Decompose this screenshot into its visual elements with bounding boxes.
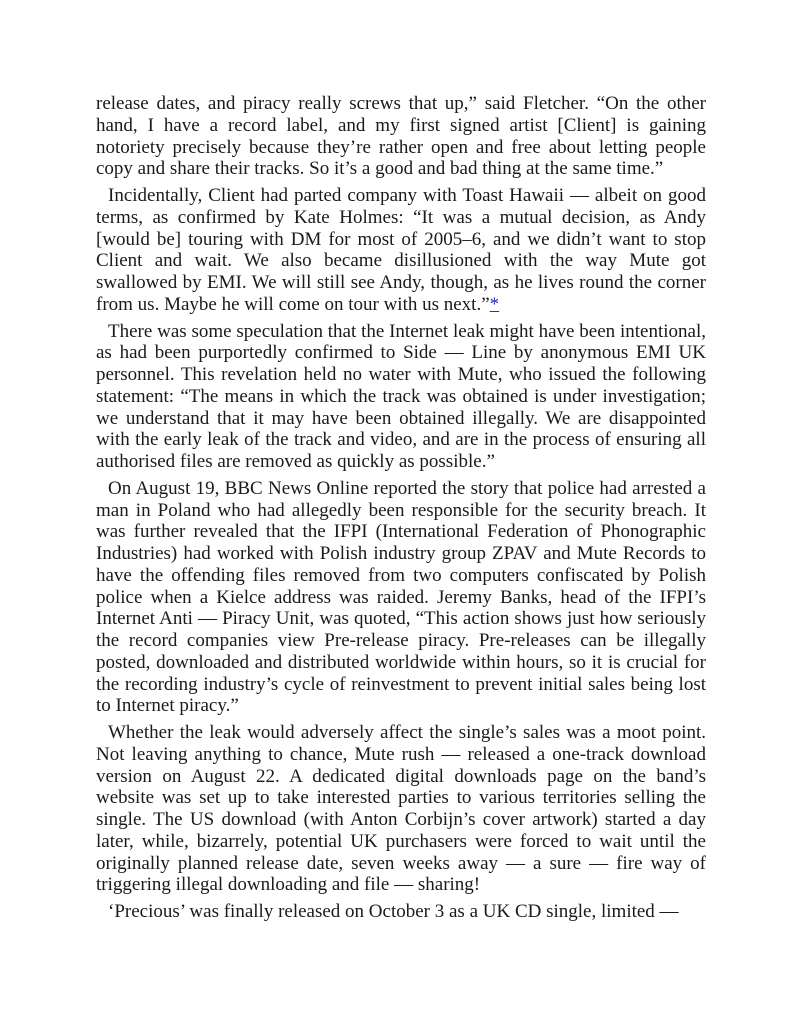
paragraph-client-toast-hawaii <box>96 185 706 316</box>
paragraph-text: Incidentally, Client had parted company with Toast Hawaii — albeit on good terms, as confirmed by Kate Holmes: “It was a mutual decision, as Andy [would be] touring with DM for most of 2005–6, and we didn’t want to stop Client and wait. We also became disillusioned with the way Mute got swallowed by EMI. We will still see Andy, though, as he lives round the corner from us. Maybe he will come on tour with us next.” <box>96 185 706 315</box>
paragraph-fletcher-quote <box>96 93 706 180</box>
paragraph-precious-release <box>96 901 706 923</box>
paragraph-text: release dates, and piracy really screws that up,” said Fletcher. “On the other hand, I have a record label, and my first signed artist [Client] is gaining notoriety precisely because they’re rather open and free about letting people copy and share their tracks. So it’s a good and bad thing at the same time.” <box>96 93 706 180</box>
footnote-link[interactable]: * <box>489 293 500 315</box>
paragraph-text: On August 19, BBC News Online reported the story that police had arrested a man in Poland who had allegedly been responsible for the security breach. It was further revealed that the IFPI (International Federation of Phonographic Industries) had worked with Polish industry group ZPAV and Mute Records to have the offending files removed from two computers confiscated by Polish police when a Kielce address was raided. Jeremy Banks, head of the IFPI’s Internet Anti — Piracy Unit, was quoted, “This action shows just how seriously the record companies view Pre-release piracy. Pre-releases can be illegally posted, downloaded and distributed worldwide within hours, so it is crucial for the recording industry’s cycle of reinvestment to prevent initial sales being lost to Internet piracy.” <box>96 477 706 717</box>
paragraph-poland-arrest <box>96 478 706 717</box>
paragraph-leak-speculation <box>96 321 706 473</box>
document-page <box>96 93 706 928</box>
paragraph-text: Whether the leak would adversely affect the single’s sales was a moot point. Not leaving anything to chance, Mute rush — released a one-track download version on August 22. A dedicated digital downloads page on the band’s website was set up to take interested parties to various territories selling the single. The US download (with Anton Corbijn’s cover artwork) started a day later, while, bizarrely, potential UK purchasers were forced to wait until the originally planned release date, seven weeks away — a sure — fire way of triggering illegal downloading and file — sharing! <box>96 722 706 896</box>
paragraph-download-release <box>96 722 706 896</box>
paragraph-text: ‘Precious’ was finally released on October 3 as a UK CD single, limited — <box>108 901 679 922</box>
paragraph-text: There was some speculation that the Internet leak might have been intentional, as had been purportedly confirmed to Side — Line by anonymous EMI UK personnel. This revelation held no water with Mute, who issued the following statement: “The means in which the track was obtained is under investigation; we understand that it may have been obtained illegally. We are disappointed with the early leak of the track and video, and are in the process of ensuring all authorised files are removed as quickly as possible.” <box>96 320 706 472</box>
